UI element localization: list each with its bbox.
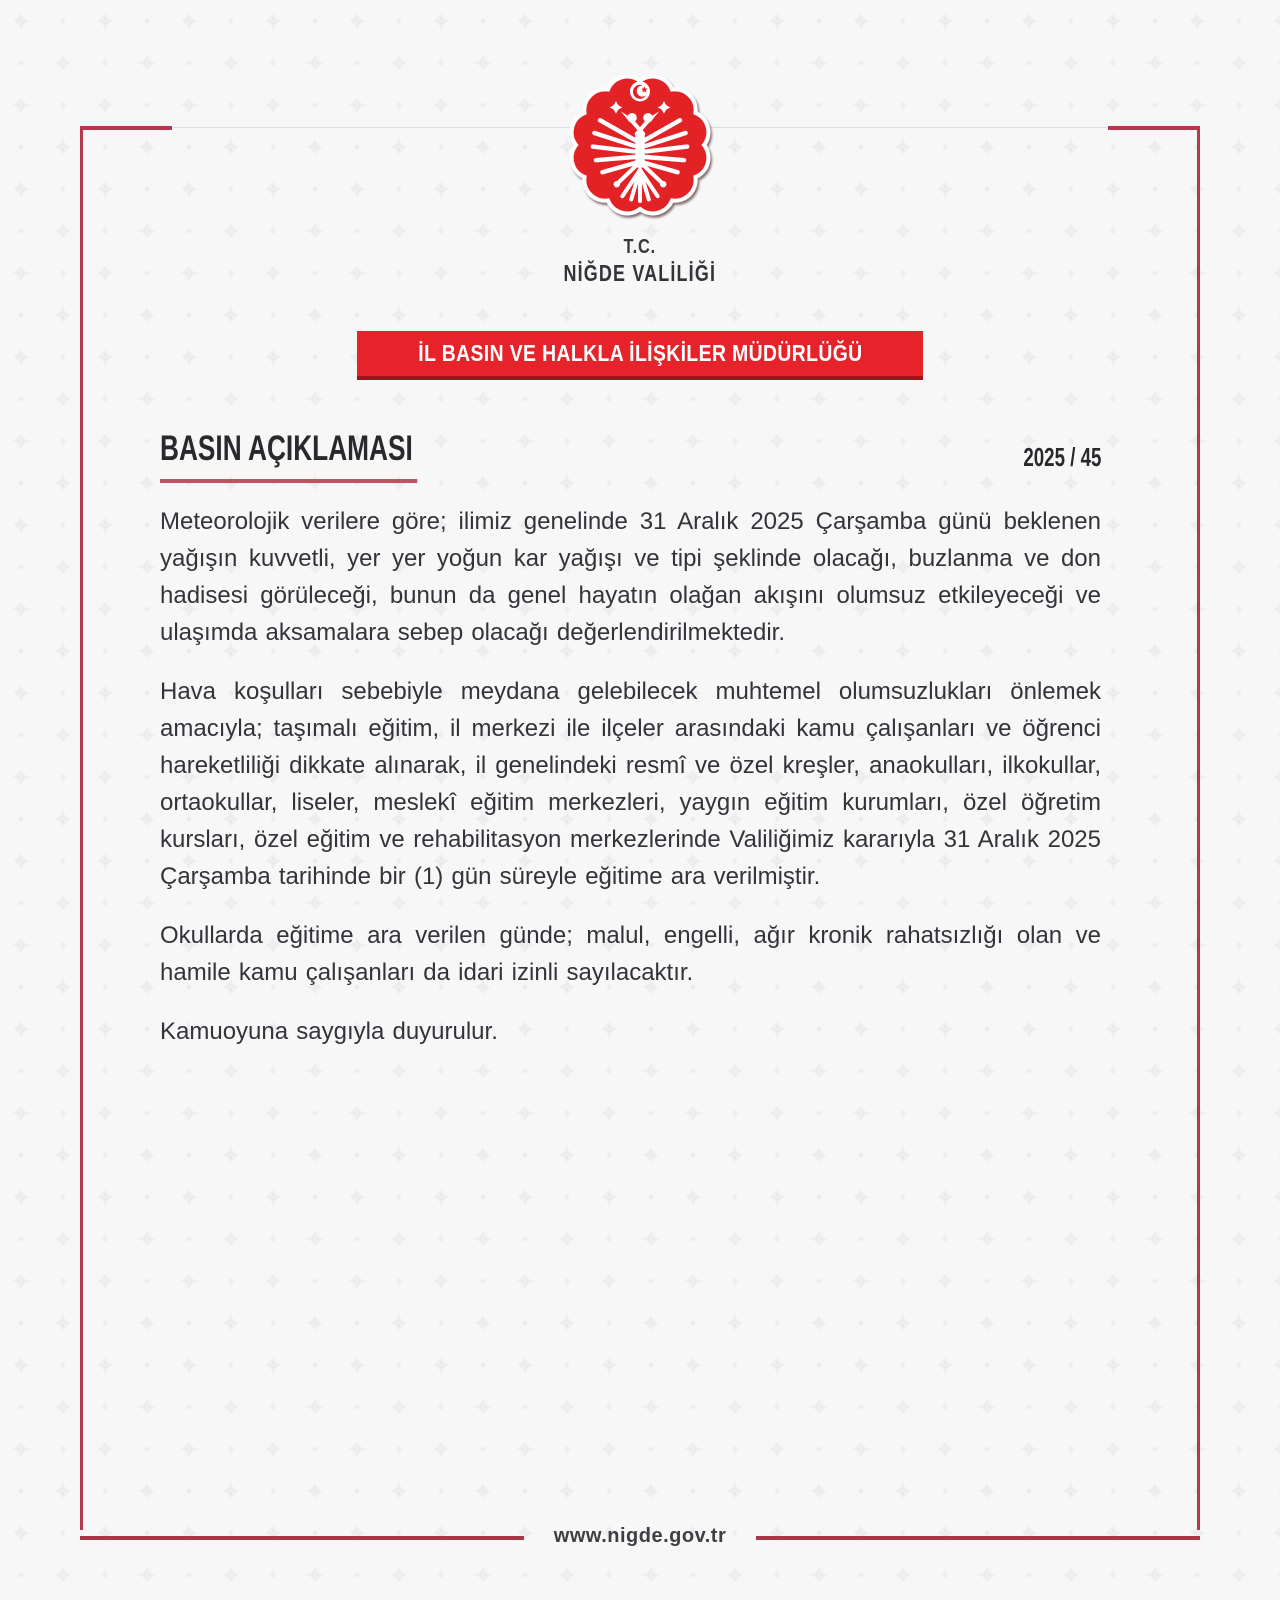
document-heading-row — [160, 425, 1101, 483]
paragraph-weather-assessment: Meteorolojik verilere göre; ilimiz genelinde 31 Aralık 2025 Çarşamba günü beklenen yağışın kuvvetli, yer yer yoğun kar yağışı ve tipi şeklinde olacağı, buzlanma ve don hadisesi görüleceği, bunun da genel hayatın olağan akışını olumsuz etkileyeceği ve ulaşımda aksamalara sebep olacağı değerlendirilmektedir. — [160, 508, 1101, 646]
org-title — [0, 260, 1280, 287]
nigde-governorship-emblem — [560, 62, 720, 228]
org-small-title — [0, 236, 1280, 259]
frame-top-right-segment — [1108, 126, 1200, 130]
frame-top-left-segment — [80, 126, 172, 130]
org-title-text: NİĞDE VALİLİĞİ — [563, 260, 717, 286]
frame-left-border — [80, 126, 83, 1530]
department-banner-text: İL BASIN VE HALKLA İLİŞKİLER MÜDÜRLÜĞÜ — [417, 340, 863, 366]
frame-right-border — [1197, 126, 1200, 1530]
footer-line-right — [756, 1536, 1200, 1540]
document-body — [160, 503, 1101, 1072]
footer — [80, 1526, 1200, 1549]
document-number: 2025 / 45 — [1022, 442, 1101, 472]
department-banner — [357, 331, 923, 380]
footer-line-left — [80, 1536, 524, 1540]
paragraph-school-closure: Hava koşulları sebebiyle meydana gelebilecek muhtemel olumsuzlukları önlemek amacıyla; taşımalı eğitim, il merkezi ile ilçeler arasındaki kamu çalışanları ve öğrenci hareketliliği dikkate alınarak, il genelindeki resmî ve özel kreşler, anaokulları, ilkokullar, ortaokullar, liseler, meslekî eğitim merkezleri, yaygın eğitim kurumları, özel öğretim kursları, özel eğitim ve rehabilitasyon merkezlerinde Valiliğimiz kararıyla 31 Aralık 2025 Çarşamba tarihinde bir (1) gün süreyle eğitime ara verilmiştir. — [160, 678, 1101, 890]
paragraph-closing: Kamuoyuna saygıyla duyurulur. — [160, 1018, 498, 1045]
double-headed-eagle-icon — [560, 62, 720, 228]
document-title: BASIN AÇIKLAMASI — [160, 429, 417, 483]
paragraph-administrative-leave: Okullarda eğitime ara verilen günde; malul, engelli, ağır kronik rahatsızlığı olan ve hamile kamu çalışanları da idari izinli sayılacaktır. — [160, 922, 1101, 986]
footer-website-url: www.nigde.gov.tr — [553, 1525, 727, 1547]
org-small-title-text: T.C. — [623, 236, 657, 258]
